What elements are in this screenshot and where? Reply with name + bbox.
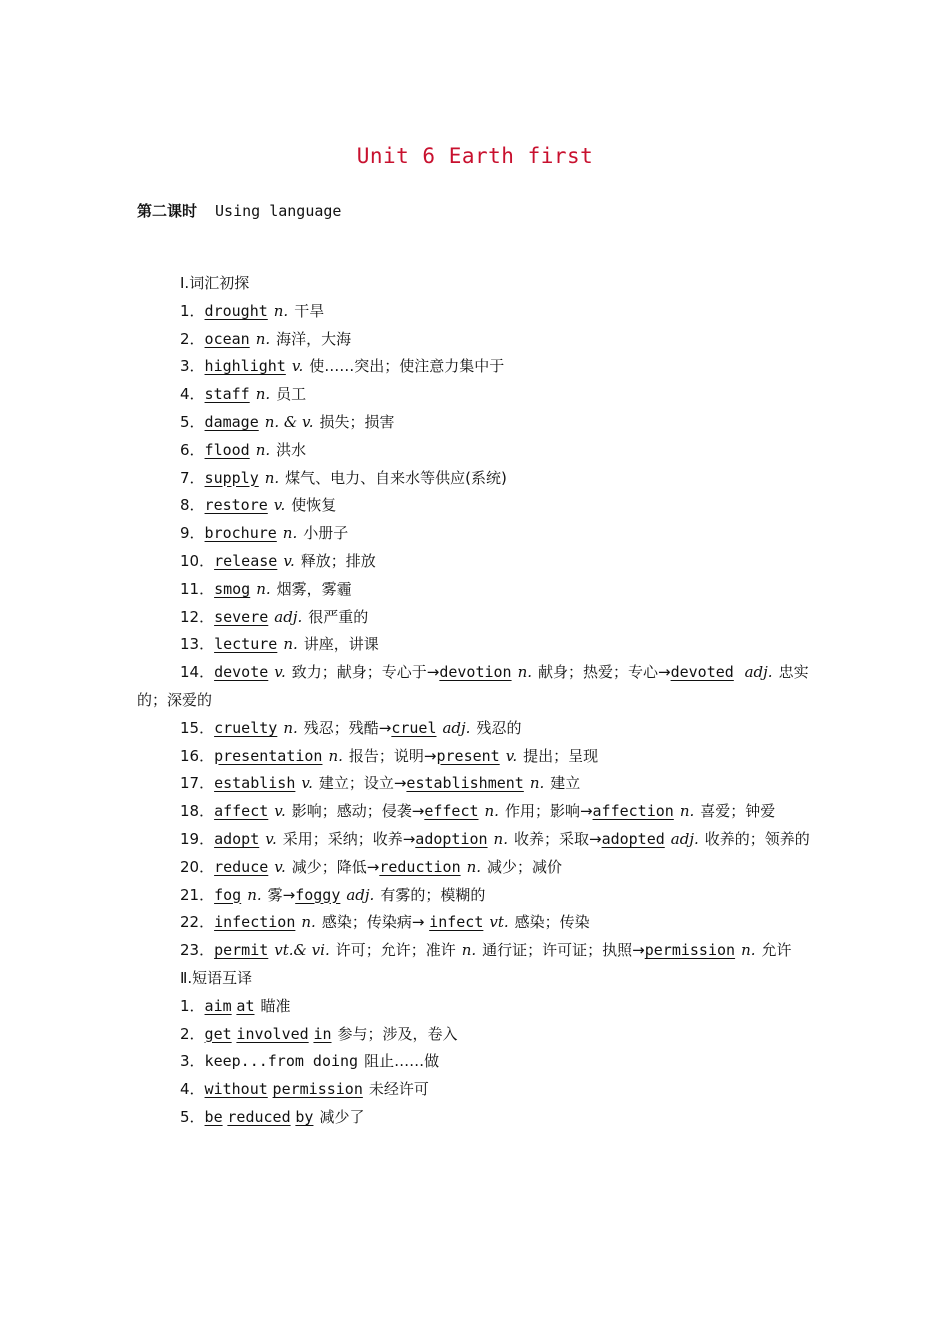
vocab-word: release (214, 551, 278, 570)
item-text: 烟雾，雾霾 (276, 579, 352, 598)
answer-word: devote (214, 663, 269, 682)
item-text: 煤气、电力、自来水等供应(系统) (285, 468, 507, 487)
answer-word: adopted (601, 829, 665, 848)
item-text: 减少；减价 (487, 857, 563, 876)
vocab-word: severe (214, 607, 269, 626)
part-of-speech: n. (283, 635, 298, 654)
answer-word: adopt (214, 829, 260, 848)
vocab-item-15 (137, 715, 817, 743)
answer-word: be (204, 1107, 223, 1126)
item-text: 影响；感动；侵袭→ (291, 802, 425, 821)
item-text: 参与；涉及，卷入 (337, 1024, 458, 1043)
answer-word: affect (214, 802, 269, 821)
part-of-speech: n. (255, 329, 271, 348)
item-text: 忠实的；深爱的 (137, 663, 809, 709)
answer-word: at (236, 996, 255, 1015)
item-text: 提出；呈现 (523, 746, 599, 765)
part-of-speech: n. (484, 802, 499, 821)
item-text: 使……突出；使注意力集中于 (309, 357, 505, 376)
lesson-subtitle (137, 200, 341, 221)
answer-word: infect (429, 913, 484, 932)
item-text: 小册子 (303, 524, 349, 543)
vocab-item (137, 409, 817, 437)
item-text: 21． (180, 885, 215, 904)
vocab-item-20 (137, 854, 817, 882)
vocab-word: damage (204, 412, 259, 431)
item-text: 13． (180, 635, 215, 654)
item-text: 献身；热爱；专心→ (538, 663, 671, 682)
vocab-item (137, 548, 817, 576)
answer-word: reduced (227, 1107, 291, 1126)
item-text: 雾→ (267, 885, 296, 904)
answer-word: in (313, 1024, 332, 1043)
part-of-speech: v. (274, 663, 286, 682)
part-of-speech: n. (328, 746, 343, 765)
vocab-item-21 (137, 882, 817, 910)
exercise-content (137, 270, 817, 1132)
item-text: 阻止……做 (364, 1052, 440, 1071)
part-of-speech: n. (466, 857, 482, 876)
section-heading-vocab: Ⅰ.词汇初探 (180, 274, 250, 292)
vocab-item (137, 465, 817, 493)
answer-word: affection (592, 802, 674, 821)
item-text: 22． (180, 913, 215, 932)
lesson-name: Using language (215, 202, 342, 220)
vocab-word: drought (204, 301, 268, 320)
answer-word: presentation (214, 746, 323, 765)
item-text: 允许 (761, 941, 792, 960)
answer-word: establish (214, 774, 296, 793)
part-of-speech: v. (505, 746, 518, 765)
item-text: 损失；损害 (319, 412, 395, 431)
vocab-item (137, 326, 817, 354)
answer-word: establishment (406, 774, 524, 793)
item-text: 23． (180, 941, 215, 960)
item-text: 有雾的；模糊的 (380, 885, 486, 904)
part-of-speech: n. (256, 579, 271, 598)
item-text: 报告；说明→ (348, 746, 437, 765)
part-of-speech: v. (274, 857, 286, 876)
vocab-word: brochure (204, 524, 277, 543)
section-heading-phrases: Ⅱ.短语互译 (180, 968, 253, 987)
item-text: 19． (180, 829, 215, 848)
item-text: 4． (180, 385, 205, 404)
part-of-speech: adj. (744, 663, 773, 682)
item-text: 5． (180, 412, 205, 431)
item-text: 作用；影响→ (504, 802, 593, 821)
item-text: 讲座，讲课 (303, 635, 379, 654)
vocab-item-17 (137, 770, 817, 798)
phrase-item (137, 1104, 817, 1132)
part-of-speech: adj. (442, 718, 471, 737)
part-of-speech: v. (301, 774, 313, 793)
part-of-speech: n. (517, 663, 533, 682)
item-text: 3． (180, 1052, 205, 1071)
item-text: 感染；传染 (514, 913, 590, 932)
vocab-word: restore (204, 496, 268, 515)
part-of-speech: n. (493, 829, 508, 848)
part-of-speech: adj. (670, 829, 699, 848)
answer-word: foggy (295, 885, 341, 904)
vocab-item (137, 353, 817, 381)
page-title: Unit 6 Earth first (356, 144, 594, 168)
answer-word: aim (204, 996, 232, 1015)
vocab-item-18 (137, 798, 817, 826)
answer-word: cruel (391, 718, 437, 737)
vocab-item-14 (137, 659, 817, 715)
item-text: keep...from doing (204, 1052, 359, 1071)
item-text: 减少了 (319, 1107, 365, 1126)
part-of-speech: adj. (274, 607, 303, 626)
item-text: 残忍；残酷→ (303, 718, 392, 737)
answer-word: infection (214, 913, 296, 932)
phrase-item (137, 1021, 817, 1049)
vocab-item-22 (137, 909, 817, 937)
item-text: 1． (180, 996, 205, 1015)
item-text: 残忍的 (476, 718, 522, 737)
item-text: 17． (180, 774, 215, 793)
item-text: 14． (180, 663, 215, 682)
answer-word: fog (214, 885, 242, 904)
vocab-list (137, 298, 817, 659)
vocab-item (137, 604, 817, 632)
item-text: 致力；献身；专心于→ (291, 663, 440, 682)
part-of-speech: n. (273, 301, 289, 320)
part-of-speech: n. (679, 802, 695, 821)
item-text: 许可；允许；准许 (335, 941, 456, 960)
part-of-speech: v. (274, 802, 286, 821)
answer-word: devotion (439, 663, 512, 682)
item-text: 6． (180, 440, 205, 459)
item-text: 建立 (550, 774, 581, 793)
vocab-item (137, 520, 817, 548)
item-text: 3． (180, 357, 205, 376)
item-text: 10． (180, 551, 215, 570)
vocab-word: supply (204, 468, 259, 487)
part-of-speech: vt.& vi. (274, 941, 330, 960)
vocab-word: lecture (214, 635, 278, 654)
item-text: 15． (180, 718, 215, 737)
item-text: 9． (180, 524, 205, 543)
part-of-speech: vt. (489, 913, 509, 932)
answer-word: permission (272, 1080, 363, 1099)
part-of-speech: n. (255, 440, 271, 459)
item-text: 20． (180, 857, 215, 876)
answer-word: adoption (415, 829, 488, 848)
item-text: 18． (180, 802, 215, 821)
item-text: 收养的；领养的 (704, 829, 810, 848)
vocab-word: smog (214, 579, 251, 598)
vocab-word: staff (204, 385, 250, 404)
item-text: 建立；设立→ (318, 774, 407, 793)
vocab-item-19 (137, 826, 817, 854)
part-of-speech: n. (301, 913, 316, 932)
answer-word: cruelty (214, 718, 278, 737)
vocab-word: ocean (204, 329, 250, 348)
item-text: 减少；降低→ (291, 857, 380, 876)
vocab-item (137, 631, 817, 659)
answer-word: effect (424, 802, 479, 821)
item-text: 12． (180, 607, 215, 626)
vocab-item (137, 576, 817, 604)
answer-word: involved (236, 1024, 309, 1043)
item-text: 1． (180, 301, 205, 320)
part-of-speech: v. (291, 357, 304, 376)
answer-word: reduce (214, 857, 269, 876)
item-text: 感染；传染病→ (321, 913, 425, 932)
item-text: 干旱 (294, 301, 325, 320)
answer-word: permission (644, 941, 736, 960)
answer-word: present (436, 746, 500, 765)
answer-word: devoted (670, 663, 734, 682)
item-text: 采用；采纳；收养→ (282, 829, 416, 848)
item-text: 海洋，大海 (276, 329, 352, 348)
vocab-item (137, 437, 817, 465)
vocab-word: flood (204, 440, 250, 459)
item-text: 释放；排放 (300, 551, 376, 570)
item-text: 喜爱；钟爱 (700, 802, 776, 821)
vocab-item-23 (137, 937, 817, 965)
part-of-speech: n. (282, 524, 298, 543)
part-of-speech: n. (264, 468, 280, 487)
item-text: 洪水 (276, 440, 307, 459)
item-text: 4． (180, 1080, 205, 1099)
part-of-speech: v. (283, 551, 295, 570)
phrase-item (137, 993, 817, 1021)
item-text: 通行证；许可证；执照→ (482, 941, 645, 960)
item-text: 2． (180, 1024, 205, 1043)
part-of-speech: n. (247, 885, 262, 904)
part-of-speech: v. (273, 496, 286, 515)
item-text: 2． (180, 329, 205, 348)
part-of-speech: n. (529, 774, 545, 793)
part-of-speech: n. (461, 941, 477, 960)
part-of-speech: n. (741, 941, 756, 960)
phrase-item (137, 1048, 817, 1076)
answer-word: get (204, 1024, 232, 1043)
item-text: 员工 (276, 385, 307, 404)
item-text: 瞄准 (260, 996, 291, 1015)
part-of-speech: adj. (346, 885, 375, 904)
item-text: 5． (180, 1107, 205, 1126)
item-text: 7． (180, 468, 205, 487)
part-of-speech: n. (283, 718, 298, 737)
answer-word: without (204, 1080, 268, 1099)
vocab-word: highlight (204, 357, 286, 376)
vocab-item (137, 381, 817, 409)
item-text: 收养；采取→ (513, 829, 602, 848)
item-text: 11． (180, 579, 215, 598)
item-text: 很严重的 (308, 607, 369, 626)
answer-word: permit (214, 941, 269, 960)
item-text: 未经许可 (368, 1080, 429, 1099)
vocab-item (137, 298, 817, 326)
item-text: 8． (180, 496, 205, 515)
lesson-label: 第二课时 (137, 202, 198, 220)
item-text: 16． (180, 746, 215, 765)
vocab-item (137, 492, 817, 520)
vocab-item-16 (137, 743, 817, 771)
answer-word: by (295, 1107, 314, 1126)
answer-word: reduction (379, 857, 461, 876)
part-of-speech: v. (265, 829, 277, 848)
part-of-speech: n. (255, 385, 271, 404)
phrase-item (137, 1076, 817, 1104)
item-text: 使恢复 (291, 496, 337, 515)
part-of-speech: n. & v. (264, 412, 314, 431)
